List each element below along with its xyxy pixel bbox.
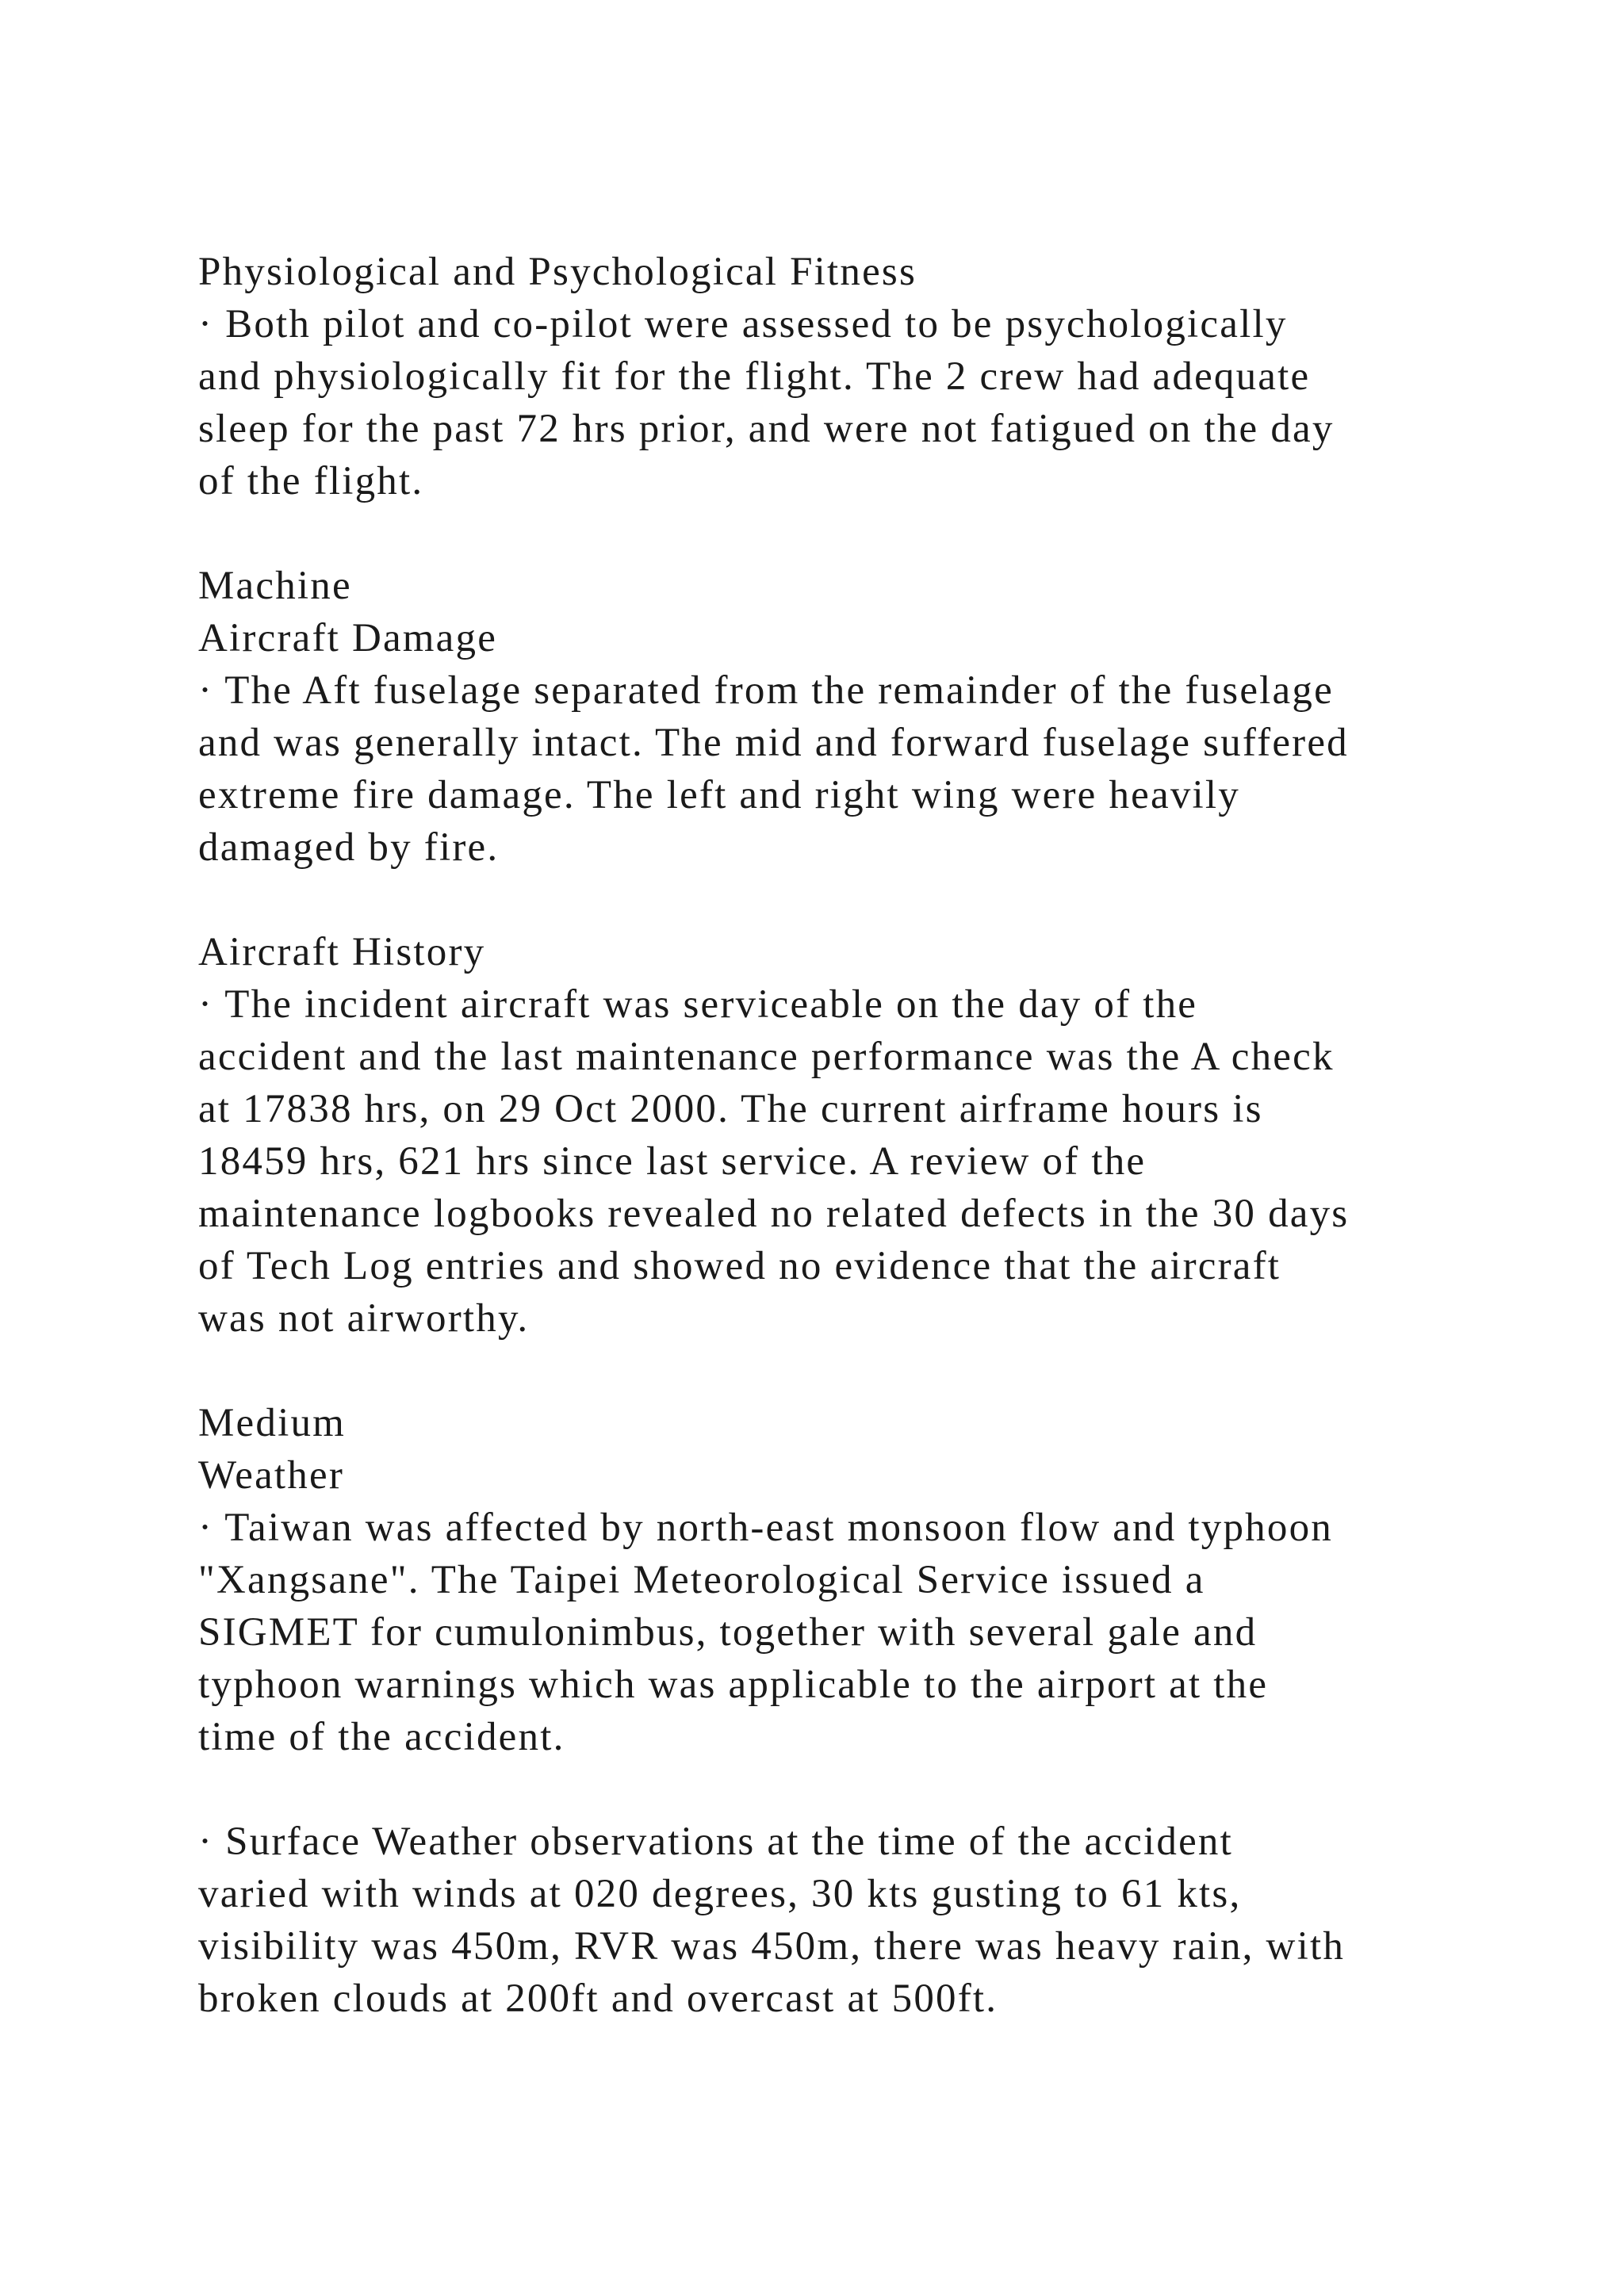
text-line: of the flight. xyxy=(198,459,424,503)
weather-subheading: Weather xyxy=(198,1453,345,1498)
machine-heading: Machine xyxy=(198,564,352,608)
text-line: varied with winds at 020 degrees, 30 kts gusting to 61 kts, xyxy=(198,1872,1242,1916)
paragraph-gap xyxy=(198,507,1562,560)
text-line: · Both pilot and co-pilot were assessed to be psychologically xyxy=(198,302,1288,346)
text-line: at 17838 hrs, on 29 Oct 2000. The current airframe hours is xyxy=(198,1087,1263,1131)
text-line: was not airworthy. xyxy=(198,1296,530,1341)
text-line: and physiologically fit for the flight. The 2 crew had adequate xyxy=(198,354,1311,399)
text-line: 18459 hrs, 621 hrs since last service. A review of the xyxy=(198,1139,1147,1184)
text-line: and was generally intact. The mid and forward fuselage suffered xyxy=(198,721,1349,765)
paragraph-gap xyxy=(198,1763,1562,1816)
text-line: damaged by fire. xyxy=(198,825,500,870)
aircraft-damage-subheading: Aircraft Damage xyxy=(198,616,498,660)
fitness-bullet xyxy=(198,298,1562,507)
weather-bullet-2 xyxy=(198,1816,1562,2025)
aircraft-damage-bullet xyxy=(198,664,1562,874)
text-line: broken clouds at 200ft and overcast at 500ft. xyxy=(198,1976,998,2021)
text-line: SIGMET for cumulonimbus, together with several gale and xyxy=(198,1610,1258,1655)
text-line: · Surface Weather observations at the time of the accident xyxy=(198,1820,1233,1864)
text-line: accident and the last maintenance performance was the A check xyxy=(198,1035,1335,1079)
paragraph-gap xyxy=(198,874,1562,926)
document-page xyxy=(198,246,1562,2025)
weather-bullet-1 xyxy=(198,1502,1562,1763)
text-line: · The Aft fuselage separated from the remainder of the fuselage xyxy=(198,668,1334,713)
aircraft-history-bullet xyxy=(198,978,1562,1345)
text-line: extreme fire damage. The left and right wing were heavily xyxy=(198,773,1240,817)
text-line: typhoon warnings which was applicable to the airport at the xyxy=(198,1663,1269,1707)
text-line: maintenance logbooks revealed no related defects in the 30 days xyxy=(198,1192,1350,1236)
aircraft-history-subheading: Aircraft History xyxy=(198,930,486,974)
text-line: · Taiwan was affected by north-east monsoon flow and typhoon xyxy=(198,1506,1333,1550)
text-line: sleep for the past 72 hrs prior, and were not fatigued on the day xyxy=(198,407,1335,451)
paragraph-gap xyxy=(198,1345,1562,1397)
medium-heading: Medium xyxy=(198,1401,347,1445)
text-line: visibility was 450m, RVR was 450m, there was heavy rain, with xyxy=(198,1924,1346,1969)
text-line: of Tech Log entries and showed no evidence that the aircraft xyxy=(198,1244,1281,1288)
text-line: time of the accident. xyxy=(198,1715,565,1759)
text-line: "Xangsane". The Taipei Meteorological Service issued a xyxy=(198,1558,1205,1602)
text-line: · The incident aircraft was serviceable on the day of the xyxy=(198,982,1198,1027)
fitness-heading: Physiological and Psychological Fitness xyxy=(198,250,917,294)
